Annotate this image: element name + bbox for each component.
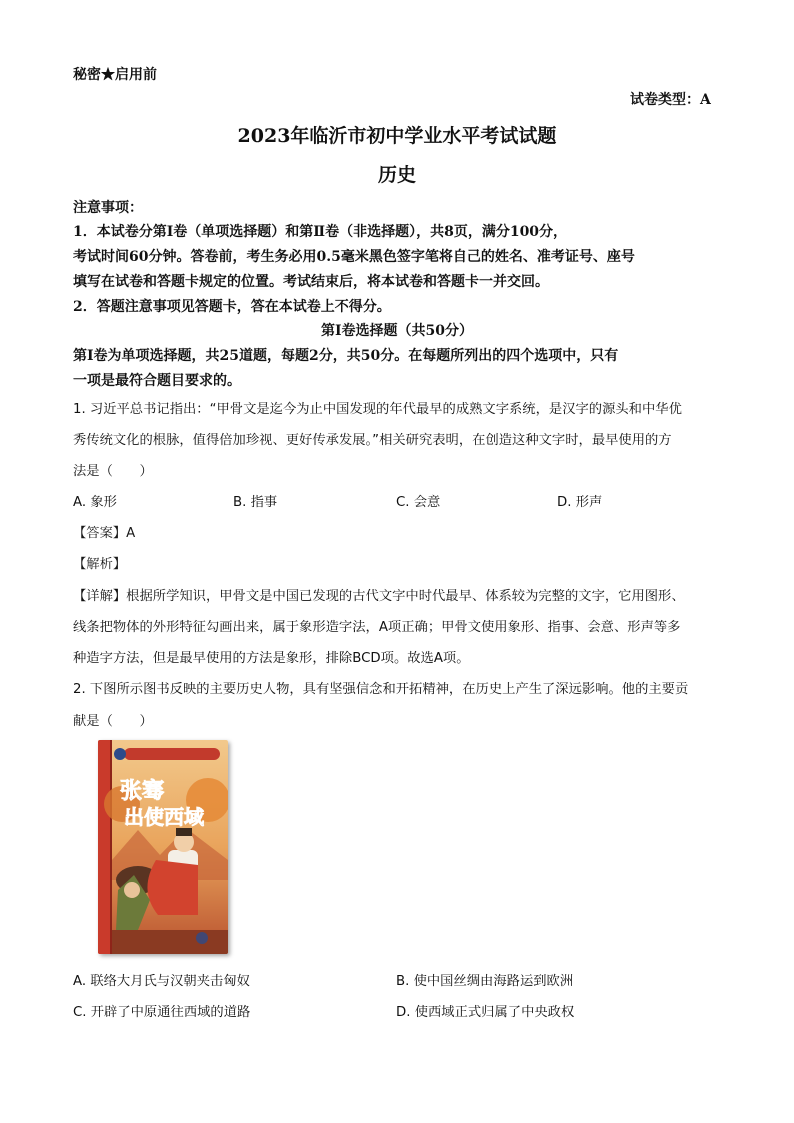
q1-answer: 【答案】A xyxy=(73,526,136,541)
book-title-line-2: 出使西域 xyxy=(124,805,204,829)
q1-detail-line-1: 【详解】根据所学知识，甲骨文是中国已发现的古代文字中时代最早、体系较为完整的文字，它用图形、 xyxy=(73,589,685,604)
q2-option-d: D. 使西域正式归属了中央政权 xyxy=(396,1005,575,1020)
q1-stem-line-3: 法是（ ） xyxy=(73,464,153,479)
notice-line-4: 2．答题注意事项见答题卡，答在本试卷上不得分。 xyxy=(73,299,391,315)
q1-detail-line-3: 种造字方法，但是最早使用的方法是象形，排除BCD项。故选A项。 xyxy=(73,651,470,666)
book-title-line-1: 张骞 xyxy=(120,778,165,804)
q1-stem-line-1: 1. 习近平总书记指出：“甲骨文是迄今为止中国发现的年代最早的成熟文字系统，是汉字的源头和中华优 xyxy=(73,402,682,417)
book-cover-illustration xyxy=(98,740,228,954)
notice-line-1: 1．本试卷分第Ⅰ卷（单项选择题）和第Ⅱ卷（非选择题），共8页，满分100分， xyxy=(73,224,568,240)
q1-option-b: B. 指事 xyxy=(233,495,278,510)
q1-option-c: C. 会意 xyxy=(396,495,441,510)
notice-line-2: 考试时间60分钟。答卷前，考生务必用0.5毫米黑色签字笔将自己的姓名、准考证号、座号 xyxy=(73,249,635,265)
q2-option-c: C. 开辟了中原通往西域的道路 xyxy=(73,1005,251,1020)
q1-analysis-label: 【解析】 xyxy=(73,557,127,572)
subject-title: 历史 xyxy=(377,164,416,186)
confidential-label: 秘密★启用前 xyxy=(73,67,157,83)
paper-type-label: 试卷类型：A xyxy=(630,92,711,108)
q1-option-a: A. 象形 xyxy=(73,495,117,510)
q1-detail-line-2: 线条把物体的外形特征勾画出来，属于象形造字法，A项正确；甲骨文使用象形、指事、会意、形声等多 xyxy=(73,620,681,635)
q1-stem-line-2: 秀传统文化的根脉，值得倍加珍视、更好传承发展。”相关研究表明，在创造这种文字时，最早使用的方 xyxy=(73,433,672,448)
q2-stem-line-2: 献是（ ） xyxy=(73,714,153,729)
exam-title: 2023年临沂市初中学业水平考试试题 xyxy=(237,125,557,147)
q2-stem-line-1: 2. 下图所示图书反映的主要历史人物，具有坚强信念和开拓精神，在历史上产生了深远影响。他的主要贡 xyxy=(73,682,689,697)
notice-line-3: 填写在试卷和答题卡规定的位置。考试结束后，将本试卷和答题卡一并交回。 xyxy=(73,274,549,290)
notice-heading: 注意事项： xyxy=(73,200,143,216)
q2-option-a: A. 联络大月氏与汉朝夹击匈奴 xyxy=(73,974,250,989)
q1-option-d: D. 形声 xyxy=(557,495,603,510)
q2-option-b: B. 使中国丝绸由海路运到欧洲 xyxy=(396,974,574,989)
section-heading: 第Ⅰ卷选择题（共50分） xyxy=(320,323,474,339)
book-cover-image xyxy=(98,740,228,954)
section-intro-2: 一项是最符合题目要求的。 xyxy=(73,373,241,389)
section-intro-1: 第Ⅰ卷为单项选择题，共25道题，每题2分，共50分。在每题所列出的四个选项中，只有 xyxy=(73,348,619,364)
